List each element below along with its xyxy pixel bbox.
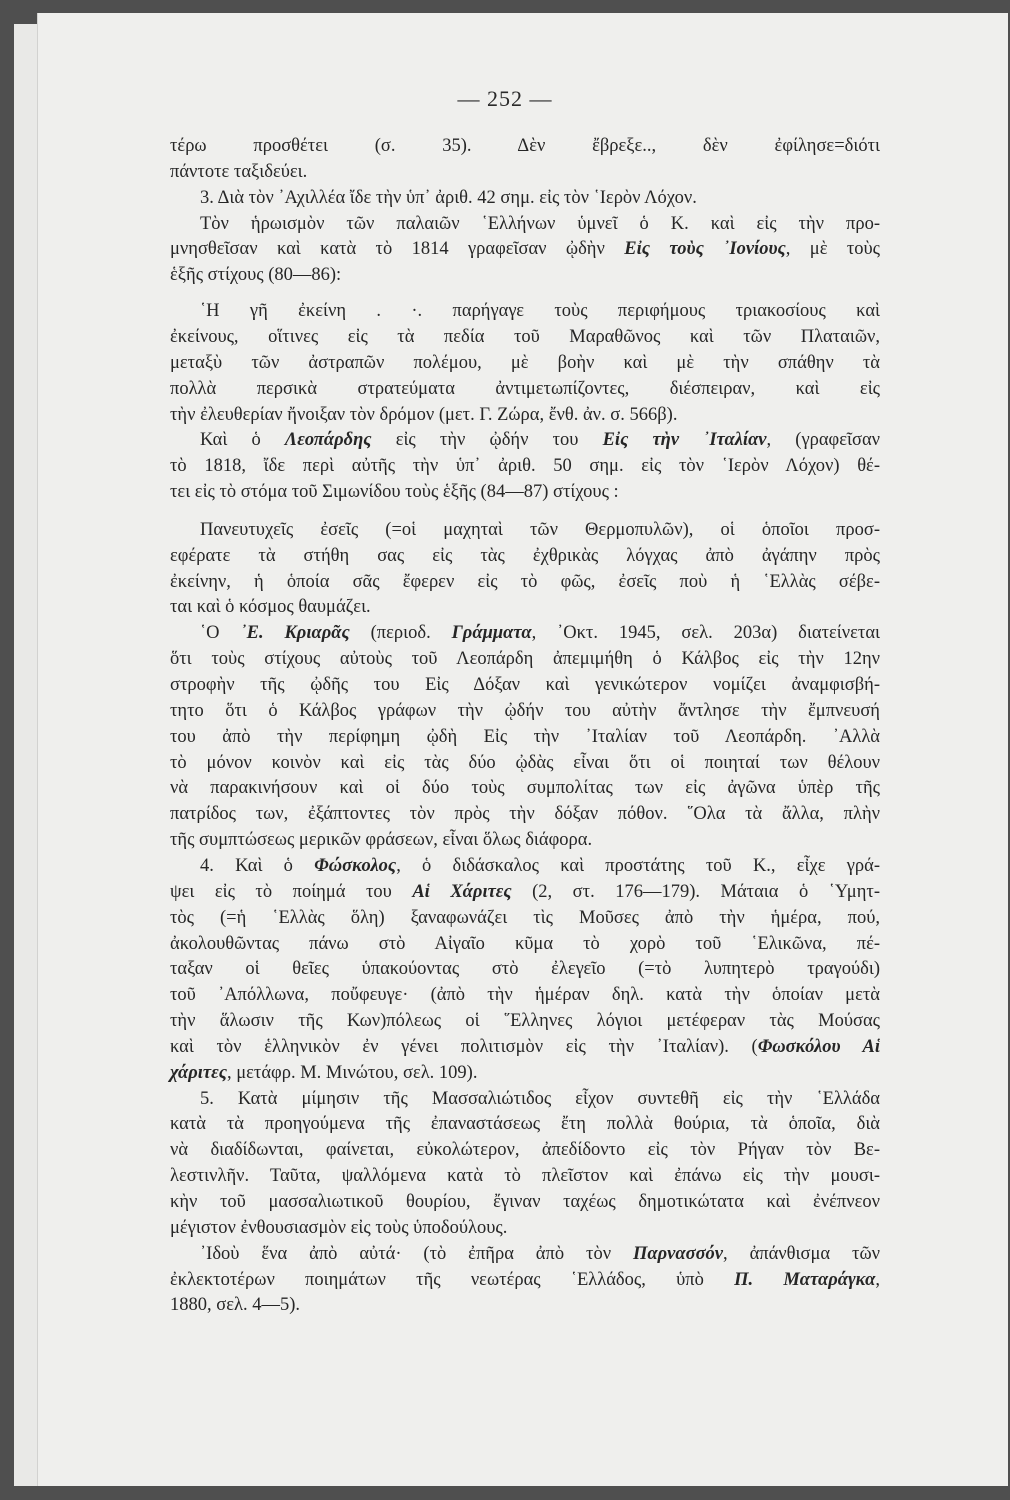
- text-segment: πολλὰ περσικὰ στρατεύματα ἀντιμετωπίζοντες, διέσπειραν, καὶ εἰς: [170, 379, 880, 399]
- text-segment: ῾Η γῆ ἐκείνη . ·. παρήγαγε τοὺς περιφήμους τριακοσίους καὶ: [200, 301, 880, 321]
- text-segment: Καὶ ὁ: [200, 430, 285, 450]
- text-segment: τὸ 1818, ἴδε περὶ αὐτῆς τὴν ὑπ᾿ ἀριθ. 50 σημ. εἰς τὸν ῾Ιερὸν Λόχον) θέ-: [170, 456, 880, 476]
- text-line: [170, 595, 880, 619]
- text-segment: ,: [875, 1270, 880, 1290]
- text-line: [170, 647, 880, 671]
- italic-title: Λεοπάρδης: [284, 430, 372, 450]
- text-segment: ταξαν οἱ θεῖες ὑπακούοντας στὸ ἐλεγεῖο (=τὸ λυπητερὸ τραγούδι): [170, 959, 880, 979]
- text-line: [170, 802, 880, 826]
- text-segment: λεστινλῆν. Ταῦτα, ψαλλόμενα κατὰ τὸ πλεῖστον καὶ ἐπάνω εἰς τὴν μουσι-: [170, 1166, 880, 1186]
- text-segment: ὅτι τοὺς στίχους αὐτοὺς τοῦ Λεοπάρδη ἀπεμιμήθη ὁ Κάλβος εἰς τὴν 12ην: [170, 649, 880, 669]
- italic-title: Φωσκόλου Αἱ: [757, 1037, 880, 1057]
- text-segment: τὸς (=ἡ ῾Ελλὰς ὅλη) ξαναφωνάζει τὶς Μοῦσες ἀπὸ τὴν ἡμέρα, πού,: [170, 908, 880, 928]
- italic-title: Εἰς τὴν ᾿Ιταλίαν: [602, 430, 767, 450]
- text-line: [170, 1190, 880, 1214]
- text-line: [170, 983, 880, 1007]
- text-line: [200, 428, 880, 452]
- text-line: [170, 957, 880, 981]
- text-line: [170, 1035, 880, 1059]
- text-line: [170, 325, 880, 349]
- text-line: [170, 828, 880, 852]
- text-segment: μνησθεῖσαν καὶ κατὰ τὸ 1814 γραφεῖσαν ᾠδὴν: [170, 239, 625, 259]
- text-line: [170, 906, 880, 930]
- text-line: [170, 403, 880, 427]
- text-line: [170, 1061, 880, 1085]
- text-line: [170, 1138, 880, 1162]
- text-segment: , ᾿Οκτ. 1945, σελ. 203α) διατείνεται: [531, 623, 880, 643]
- text-segment: κὴν τοῦ μασσαλιωτικοῦ θουρίου, ἔγιναν ταχέως δημοτικώτατα καὶ ἐνέπνεον: [170, 1192, 880, 1212]
- text-line: [200, 854, 880, 878]
- italic-title: ᾿Ε. Κριαρᾶς: [240, 623, 350, 643]
- text-line: [200, 1087, 880, 1111]
- text-line: [170, 673, 880, 697]
- text-line: [200, 212, 880, 236]
- text-line: [170, 1293, 880, 1317]
- text-segment: τὸ μόνον κοινὸν καὶ εἰς τὰς δύο ᾠδὰς εἶναι ὅτι οἱ ποιηταί των θέλουν: [170, 753, 880, 773]
- text-segment: Τὸν ἡρωισμὸν τῶν παλαιῶν ῾Ελλήνων ὑμνεῖ ὁ Κ. καὶ εἰς τὴν προ-: [200, 214, 880, 234]
- text-segment: νὰ διαδίδωνται, φαίνεται, εὐκολώτερον, ἀπεδίδοντο εἰς τὸν Ρήγαν τὸν Βε-: [170, 1140, 880, 1160]
- text-segment: 3. Διὰ τὸν ᾿Αχιλλέα ἴδε τὴν ὑπ᾿ ἀριθ. 42 σημ. εἰς τὸν ῾Ιερὸν Λόχον.: [200, 188, 697, 208]
- text-segment: (περιοδ.: [349, 623, 452, 643]
- text-line: [170, 237, 880, 261]
- text-line: [170, 725, 880, 749]
- text-line: [170, 1268, 880, 1292]
- text-line: [200, 186, 880, 210]
- text-segment: ἐκλεκτοτέρων ποιημάτων τῆς νεωτέρας ῾Ελλάδος, ὑπὸ: [170, 1270, 735, 1290]
- text-line: [170, 699, 880, 723]
- text-line: [170, 480, 880, 504]
- text-line: [200, 518, 880, 542]
- text-segment: τει εἰς τὸ στόμα τοῦ Σιμωνίδου τοὺς ἑξῆς (84—87) στίχους :: [170, 482, 619, 502]
- text-line: [170, 454, 880, 478]
- text-segment: καὶ τὸν ἑλληνικὸν ἐν γένει πολιτισμὸν εἰς τὴν ᾿Ιταλίαν). (: [170, 1037, 758, 1057]
- text-segment: (2, στ. 176—179). Μάταια ὁ ῾Υμητ-: [511, 882, 880, 902]
- text-segment: στροφὴν τῆς ᾠδῆς του Εἰς Δόξαν καὶ γενικώτερον νομίζει ἀναμφισβή-: [170, 675, 880, 695]
- text-segment: , (γραφεῖσαν: [766, 430, 881, 450]
- text-segment: μεταξὺ τῶν ἀστραπῶν πολέμου, μὲ βοὴν καὶ μὲ τὴν σπάθην τὰ: [170, 353, 880, 373]
- text-segment: του ἀπὸ τὴν περίφημη ᾠδὴ Εἰς τὴν ᾿Ιταλίαν τοῦ Λεοπάρδη. ᾿Αλλὰ: [170, 727, 880, 747]
- text-segment: τητο ὅτι ὁ Κάλβος γράφων τὴν ᾠδήν του αὐτὴν ἄντλησε τὴν ἔμπνευσή: [170, 701, 880, 721]
- text-segment: 5. Κατὰ μίμησιν τῆς Μασσαλιώτιδος εἶχον συντεθῆ εἰς τὴν ῾Ελλάδα: [200, 1089, 880, 1109]
- text-segment: νὰ παρακινήσουν καὶ οἱ δύο τοὺς συμπολίτας των εἰς ἀγῶνα ὑπὲρ τῆς: [170, 778, 880, 798]
- italic-title: χάριτες: [170, 1063, 227, 1083]
- text-line: [170, 544, 880, 568]
- text-segment: πατρίδος των, ἐξάπτοντες τὸν πρὸς τὴν δόξαν πόθον. ῞Ολα τὰ ἄλλα, πλὴν: [170, 804, 880, 824]
- text-line: [170, 880, 880, 904]
- text-segment: , μὲ τοὺς: [785, 239, 881, 259]
- text-segment: εἰς τὴν ᾠδήν του: [371, 430, 603, 450]
- text-segment: τέρω προσθέτει (σ. 35). Δὲν ἔβρεξε.., δὲν ἐφίλησε=διότι: [170, 136, 880, 156]
- text-segment: ἑξῆς στίχους (80—86):: [170, 265, 342, 285]
- text-line: [170, 160, 880, 184]
- text-segment: ται καὶ ὁ κόσμος θαυμάζει.: [170, 597, 371, 617]
- text-segment: τῆς συμπτώσεως μερικῶν φράσεων, εἶναι ὅλως διάφορα.: [170, 830, 593, 850]
- text-segment: 4. Καὶ ὁ: [200, 856, 315, 876]
- text-line: [200, 1242, 880, 1266]
- text-segment: τὴν ἐλευθερίαν ἤνοιξαν τὸν δρόμον (μετ. Γ. Ζώρα, ἔνθ. ἀν. σ. 566β).: [170, 405, 678, 425]
- text-segment: κατὰ τὰ προηγούμενα τῆς ἐπαναστάσεως ἔτη πολλὰ θούρια, τὰ ὁποῖα, διὰ: [170, 1114, 880, 1134]
- text-line: [170, 570, 880, 594]
- text-line: [170, 1009, 880, 1033]
- text-line: [170, 377, 880, 401]
- text-line: [170, 1216, 880, 1240]
- text-segment: ᾿Ιδοὺ ἕνα ἀπὸ αὐτά· (τὸ ἐπῆρα ἀπὸ τὸν: [200, 1244, 633, 1264]
- text-line: [170, 776, 880, 800]
- italic-title: Φώσκολος: [314, 856, 397, 876]
- text-line: [170, 134, 880, 158]
- text-segment: ἐκείνους, οἵτινες εἰς τὰ πεδία τοῦ Μαραθῶνος καὶ τῶν Πλαταιῶν,: [170, 327, 880, 347]
- text-segment: εφέρατε τὰ στήθη σας εἰς τὰς ἐχθρικὰς λόγχας ἀπὸ ἀγάπην πρὸς: [170, 546, 880, 566]
- text-segment: ἐκείνην, ἡ ὁποία σᾶς ἔφερεν εἰς τὸ φῶς, ἐσεῖς ποὺ ἡ ῾Ελλὰς σέβε-: [170, 572, 880, 592]
- text-segment: , ἀπάνθισμα τῶν: [723, 1244, 880, 1264]
- text-line: [170, 1164, 880, 1188]
- text-segment: ψει εἰς τὸ ποίημά του: [170, 882, 413, 902]
- text-line: [200, 299, 880, 323]
- text-segment: μέγιστον ἐνθουσιασμὸν εἰς τοὺς ὑποδούλους.: [170, 1218, 508, 1238]
- text-line: [170, 263, 880, 287]
- text-segment: , ὁ διδάσκαλος καὶ προστάτης τοῦ Κ., εἶχε γρά-: [396, 856, 880, 876]
- italic-title: Π. Ματαράγκα: [734, 1270, 876, 1290]
- text-segment: τοῦ ᾿Απόλλωνα, ποὔφευγε· (ἀπὸ τὴν ἡμέραν δηλ. κατὰ τὴν ὁποίαν μετὰ: [170, 985, 880, 1005]
- text-segment: πάντοτε ταξιδεύει.: [170, 162, 308, 182]
- page-number: — 252 —: [457, 86, 553, 111]
- italic-title: Γράμματα: [451, 623, 532, 643]
- text-segment: , μετάφρ. Μ. Μινώτου, σελ. 109).: [226, 1063, 478, 1083]
- text-line: [170, 351, 880, 375]
- text-line: [170, 932, 880, 956]
- text-line: [200, 621, 880, 645]
- text-segment: 1880, σελ. 4—5).: [170, 1295, 300, 1315]
- text-segment: ῾Ο: [200, 623, 241, 643]
- italic-title: Εἰς τοὺς ᾿Ιονίους: [624, 239, 786, 259]
- text-line: [170, 1112, 880, 1136]
- italic-title: Αἱ Χάριτες: [412, 882, 512, 902]
- text-segment: ἀκολουθῶντας πάνω στὸ Αἰγαῖο κῦμα τὸ χορὸ τοῦ ῾Ελικῶνα, πέ-: [170, 934, 880, 954]
- text-line: [170, 751, 880, 775]
- italic-title: Παρνασσόν: [633, 1244, 724, 1264]
- text-segment: τὴν ἅλωσιν τῆς Κων)πόλεως οἱ ῞Ελληνες λόγιοι μετέφεραν τὰς Μούσας: [170, 1011, 880, 1031]
- text-segment: Πανευτυχεῖς ἐσεῖς (=οἱ μαχηταὶ τῶν Θερμοπυλῶν), οἱ ὁποῖοι προσ-: [200, 520, 880, 540]
